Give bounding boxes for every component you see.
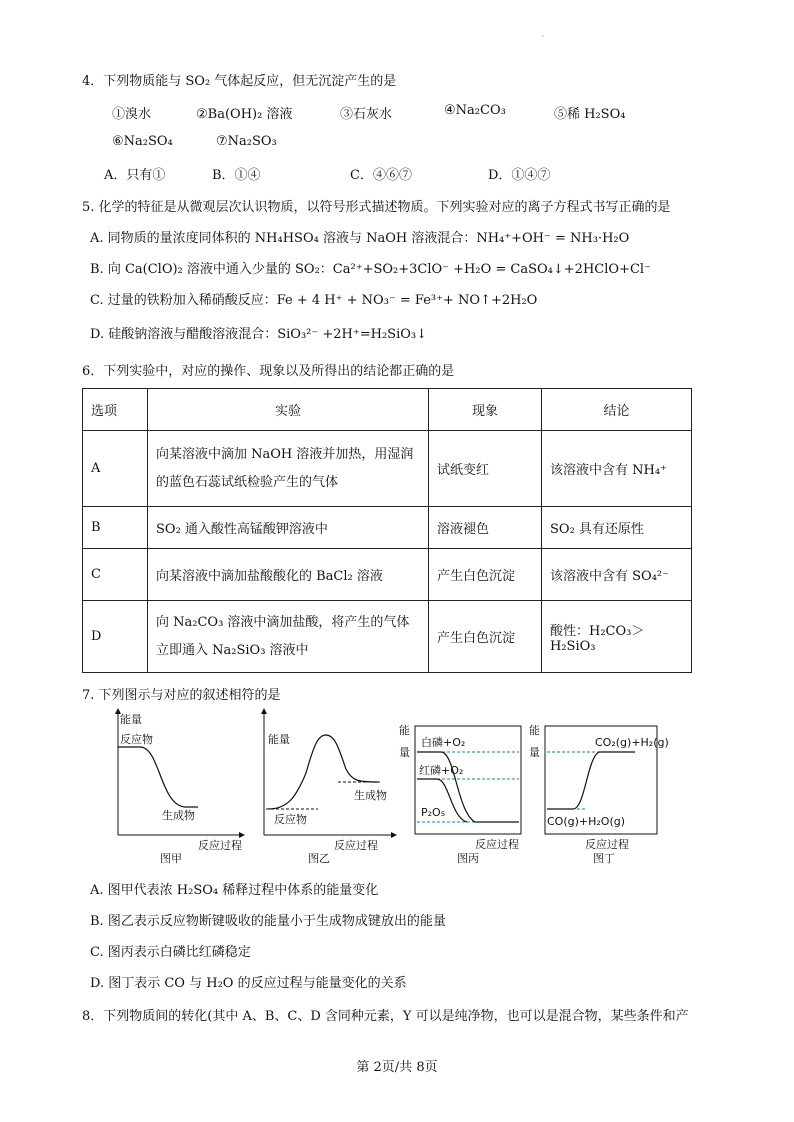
q4-item-7: ⑦Na₂SO₃ bbox=[216, 134, 277, 149]
product-label: CO₂(g)+H₂(g) bbox=[595, 736, 669, 749]
row-experiment: SO₂ 通入酸性高锰酸钾溶液中 bbox=[148, 507, 429, 549]
table-header-row bbox=[83, 389, 692, 431]
table-row bbox=[83, 601, 692, 673]
figure-caption: 图甲 bbox=[160, 852, 182, 865]
figure-caption: 图丁 bbox=[593, 852, 615, 865]
row-conclusion: SO₂ 具有还原性 bbox=[542, 507, 692, 549]
row-option: C bbox=[83, 549, 148, 601]
y-axis-label: 能量 bbox=[120, 713, 142, 726]
y-axis-label-2: 量 bbox=[529, 746, 540, 759]
q8-stem: 8．下列物质间的转化(其中 A、B、C、D 含同种元素，Y 可以是纯净物，也可以是混合物，某些条件和产 bbox=[82, 1009, 689, 1024]
red-phosphorus-label: 红磷+O₂ bbox=[419, 764, 464, 777]
q4-choice-d: D．①④⑦ bbox=[488, 168, 551, 183]
q4-item-4: ④Na₂CO₃ bbox=[444, 103, 506, 118]
q4-item-1: ①溴水 bbox=[112, 107, 152, 122]
figure-jia-svg bbox=[100, 705, 250, 865]
header-phenomenon: 现象 bbox=[429, 389, 542, 431]
reactant-label: CO(g)+H₂O(g) bbox=[547, 815, 626, 828]
product-label: 生成物 bbox=[162, 809, 195, 822]
reactant-label: 反应物 bbox=[274, 813, 307, 826]
experiment-line-1: 向 Na₂CO₃ 溶液中滴加盐酸，将产生的气体 bbox=[156, 614, 410, 630]
row-experiment bbox=[148, 431, 429, 507]
q4-choice-c: C．④⑥⑦ bbox=[350, 168, 412, 183]
energy-curve bbox=[118, 747, 198, 807]
q5-option-b: B. 向 Ca(ClO)₂ 溶液中通入少量的 SO₂：Ca²⁺+SO₂+3ClO⁻ +H₂O = CaSO₄↓+2HClO+Cl⁻ bbox=[90, 262, 651, 277]
table-row bbox=[83, 507, 692, 549]
row-conclusion: 酸性：H₂CO₃＞H₂SiO₃ bbox=[542, 601, 692, 673]
row-conclusion: 该溶液中含有 NH₄⁺ bbox=[542, 431, 692, 507]
row-experiment bbox=[148, 601, 429, 673]
experiment-line-2: 的蓝色石蕊试纸检验产生的气体 bbox=[156, 474, 339, 490]
header-experiment: 实验 bbox=[148, 389, 429, 431]
product-label: 生成物 bbox=[354, 789, 387, 802]
row-phenomenon: 溶液褪色 bbox=[429, 507, 542, 549]
q7-stem: 7. 下列图示与对应的叙述相符的是 bbox=[82, 688, 281, 703]
q4-stem: 4．下列物质能与 SO₂ 气体起反应，但无沉淀产生的是 bbox=[82, 74, 397, 89]
q4-choice-a: A．只有① bbox=[104, 168, 166, 183]
q4-choice-b: B．①④ bbox=[212, 168, 261, 183]
page-mark: · bbox=[541, 32, 544, 41]
product-label: P₂O₅ bbox=[421, 806, 446, 819]
white-phosphorus-label: 白磷+O₂ bbox=[421, 736, 466, 749]
q6-table bbox=[82, 388, 692, 673]
reactant-label: 反应物 bbox=[120, 733, 153, 746]
q7-option-c: C. 图丙表示白磷比红磷稳定 bbox=[90, 945, 251, 960]
row-phenomenon: 产生白色沉淀 bbox=[429, 549, 542, 601]
q4-item-5: ⑤稀 H₂SO₄ bbox=[554, 107, 626, 122]
row-option: A bbox=[83, 431, 148, 507]
q7-option-d: D. 图丁表示 CO 与 H₂O 的反应过程与能量变化的关系 bbox=[90, 976, 407, 991]
energy-curve bbox=[547, 752, 635, 809]
experiment-line-1: 向某溶液中滴加 NaOH 溶液并加热，用湿润 bbox=[156, 446, 414, 462]
row-phenomenon: 产生白色沉淀 bbox=[429, 601, 542, 673]
q5-option-a: A. 同物质的量浓度同体积的 NH₄HSO₄ 溶液与 NaOH 溶液混合：NH₄⁺+OH⁻ = NH₃·H₂O bbox=[90, 231, 630, 246]
figure-yi-svg bbox=[248, 705, 403, 865]
q5-stem: 5. 化学的特征是从微观层次认识物质，以符号形式描述物质。下列实验对应的离子方程式书写正确的是 bbox=[82, 200, 671, 215]
figure-caption: 图乙 bbox=[308, 852, 330, 865]
page-footer: 第 2页/共 8页 bbox=[356, 1060, 438, 1075]
q4-item-6: ⑥Na₂SO₄ bbox=[112, 134, 173, 149]
q5-option-c: C. 过量的铁粉加入稀硝酸反应：Fe + 4 H⁺ + NO₃⁻ = Fe³⁺+ NO↑+2H₂O bbox=[90, 293, 538, 308]
q7-option-b: B. 图乙表示反应物断键吸收的能量小于生成物成键放出的能量 bbox=[90, 914, 446, 929]
row-conclusion: 该溶液中含有 SO₄²⁻ bbox=[542, 549, 692, 601]
figure-jia bbox=[100, 705, 250, 869]
q4-item-3: ③石灰水 bbox=[340, 107, 393, 122]
figure-bing bbox=[397, 712, 527, 871]
header-option: 选项 bbox=[83, 389, 148, 431]
row-option: B bbox=[83, 507, 148, 549]
x-axis-label: 反应过程 bbox=[585, 838, 629, 851]
q4-item-2: ②Ba(OH)₂ 溶液 bbox=[196, 107, 293, 122]
table-row bbox=[83, 549, 692, 601]
x-axis-label: 反应过程 bbox=[475, 838, 519, 851]
y-axis-label-1: 能 bbox=[399, 724, 410, 737]
y-axis-label: 能量 bbox=[268, 733, 290, 746]
q5-option-d: D. 硅酸钠溶液与醋酸溶液混合：SiO₃²⁻ +2H⁺=H₂SiO₃↓ bbox=[90, 327, 427, 342]
row-experiment: 向某溶液中滴加盐酸酸化的 BaCl₂ 溶液 bbox=[148, 549, 429, 601]
figure-yi bbox=[248, 705, 403, 869]
experiment-line-2: 立即通入 Na₂SiO₃ 溶液中 bbox=[156, 642, 309, 658]
q7-option-a: A. 图甲代表浓 H₂SO₄ 稀释过程中体系的能量变化 bbox=[90, 883, 379, 898]
figure-ding-svg bbox=[527, 712, 677, 867]
q6-stem: 6．下列实验中，对应的操作、现象以及所得出的结论都正确的是 bbox=[82, 364, 455, 379]
table-row bbox=[83, 431, 692, 507]
figure-ding bbox=[527, 712, 677, 871]
figure-bing-svg bbox=[397, 712, 527, 867]
row-option: D bbox=[83, 601, 148, 673]
x-axis-label: 反应过程 bbox=[334, 839, 378, 852]
x-axis-label: 反应过程 bbox=[198, 839, 242, 852]
y-axis-label-2: 量 bbox=[399, 746, 410, 759]
figure-caption: 图丙 bbox=[457, 852, 479, 865]
y-axis-label-1: 能 bbox=[529, 724, 540, 737]
header-conclusion: 结论 bbox=[542, 389, 692, 431]
row-phenomenon: 试纸变红 bbox=[429, 431, 542, 507]
